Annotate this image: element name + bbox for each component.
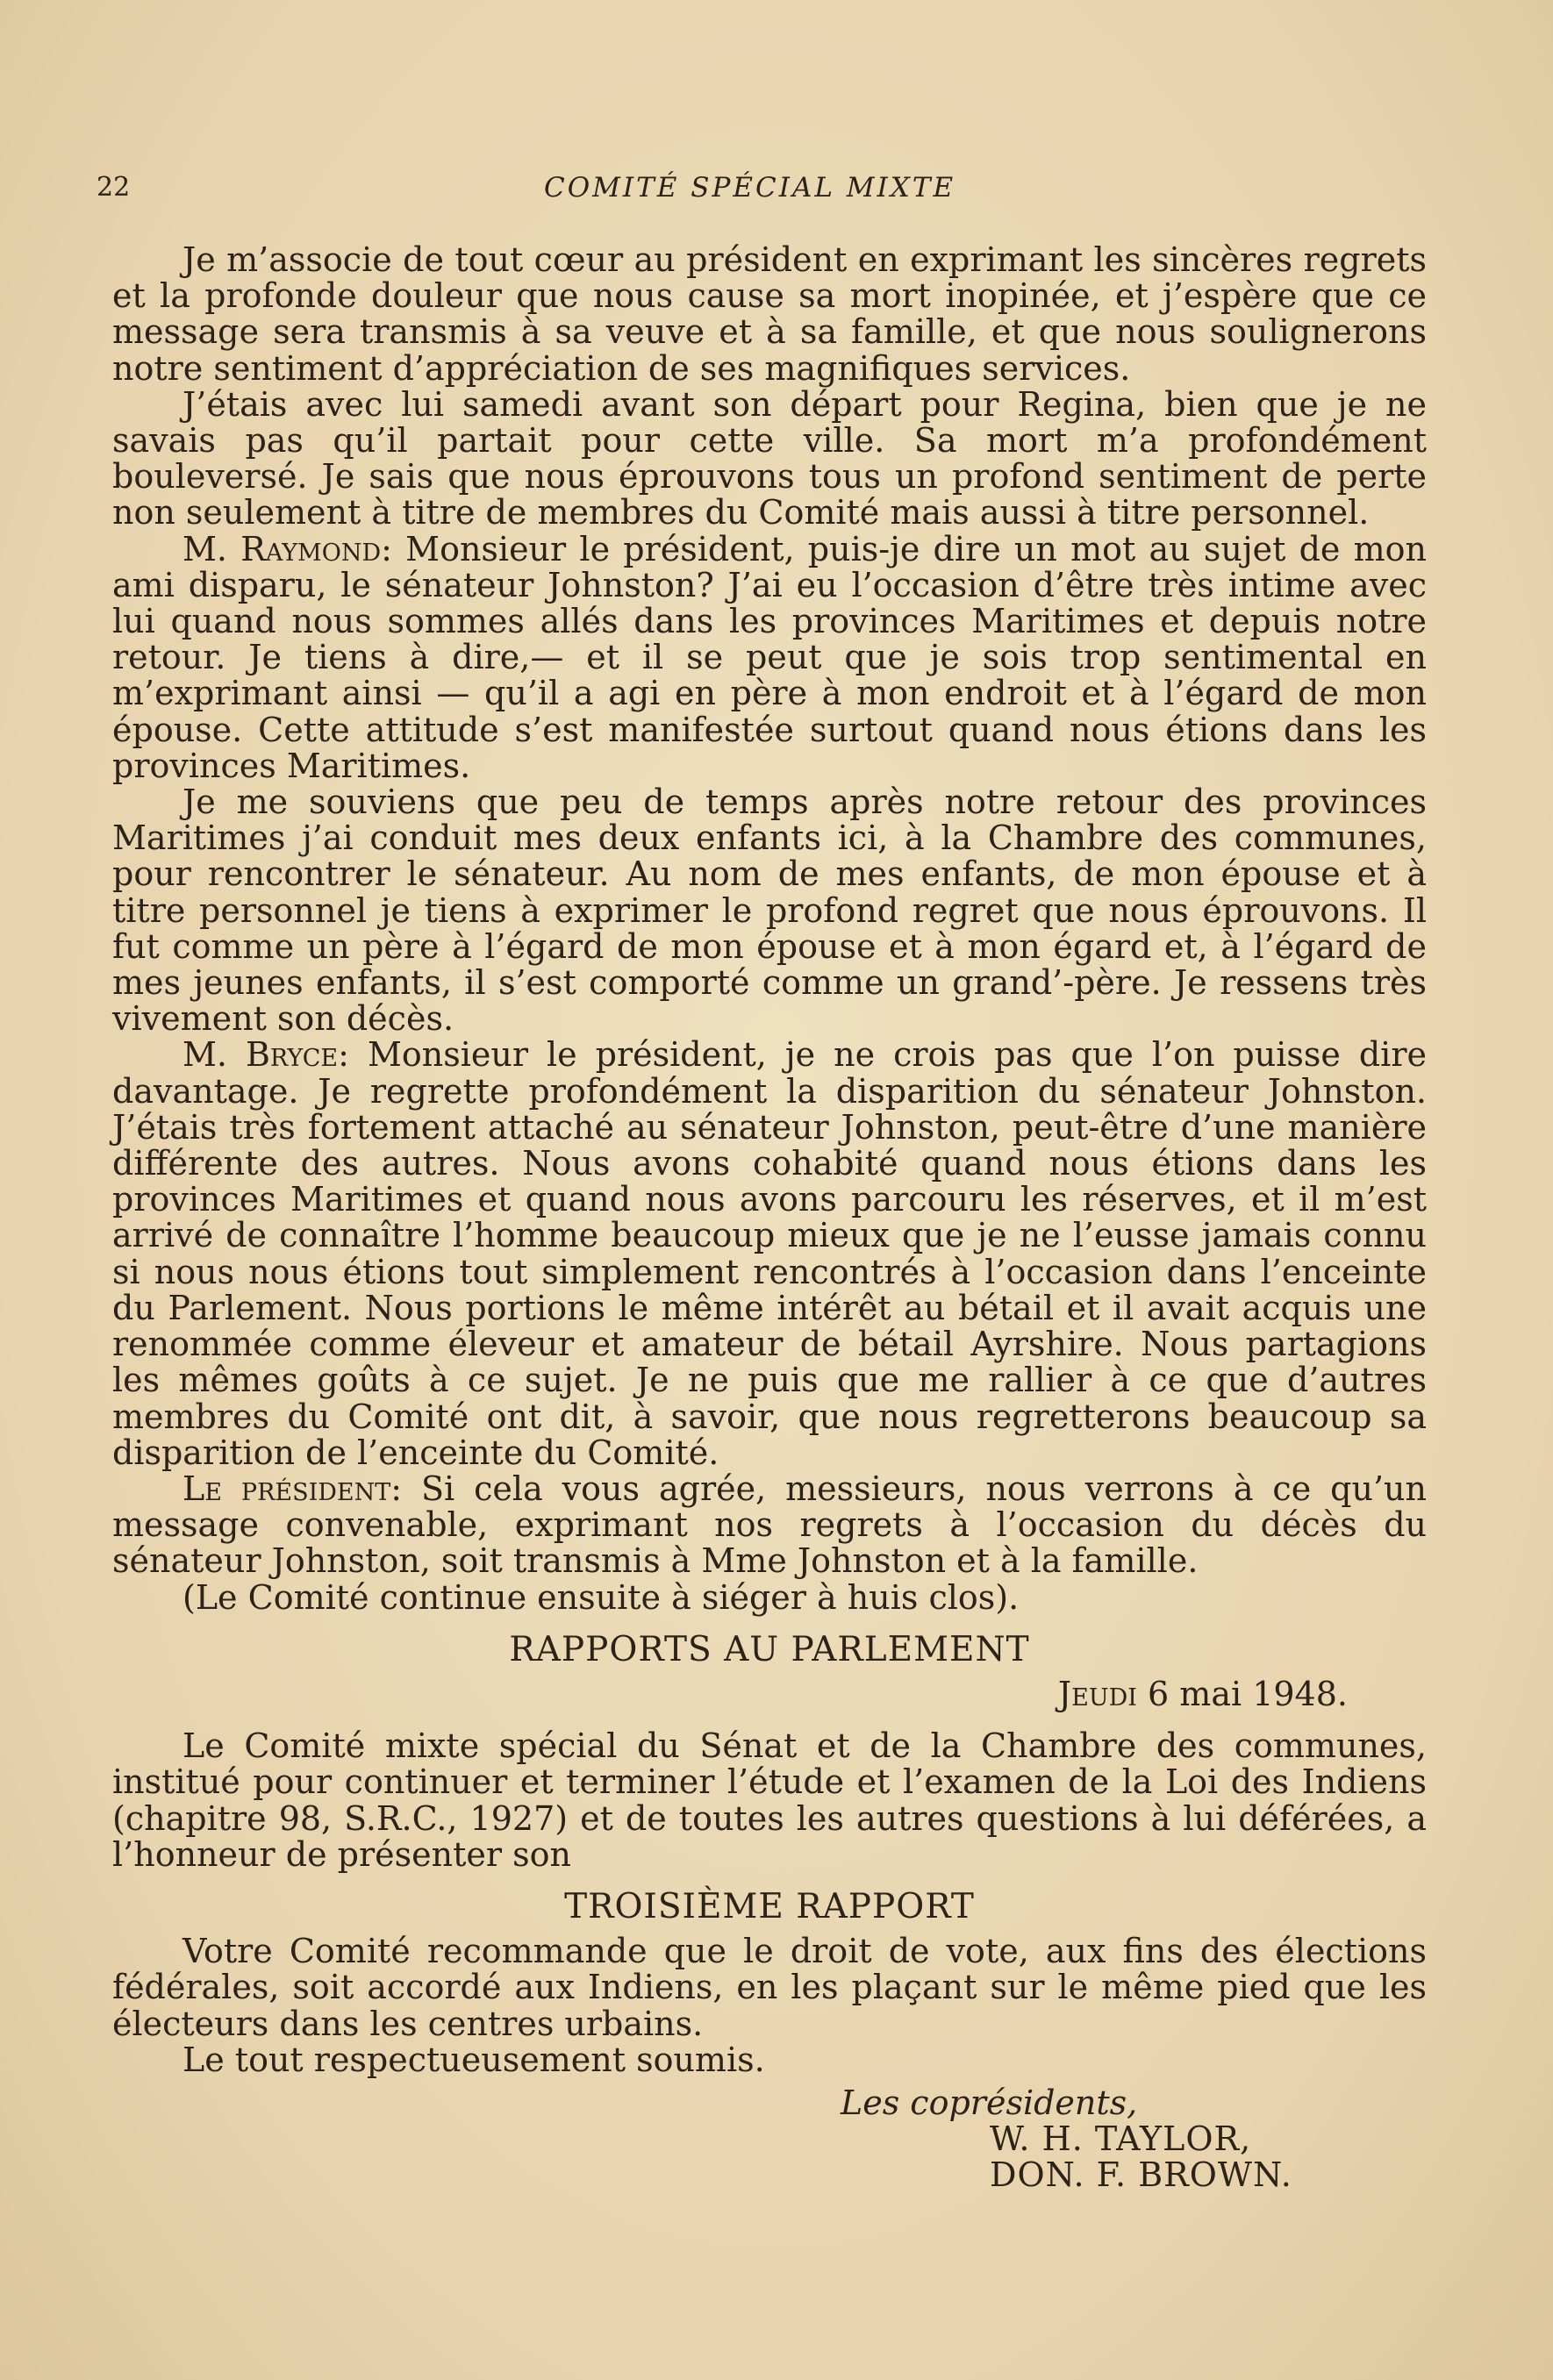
speech-continuation: Je me souviens que peu de temps après notre retour des provinces Maritimes j’ai conduit mes deux enfants ici, à la Chambre des communes, pour rencontrer le sénateur. Au nom de mes enfants, de mon épouse et à titre personnel je tiens à exprimer le profond regret que nous éprouvons. Il fut comme un père à l’égard de mon épouse et à mon égard et, à l’égard de mes jeunes enfants, il s’est comporté comme un grand’-père. Je ressens très vivement son décès. <box>112 783 1427 1039</box>
signature-name: W. H. TAYLOR, <box>990 2119 1252 2159</box>
report-intro: Le Comité mixte spécial du Sénat et de la Chambre des communes, institué pour continuer et terminer l’étude et l’examen de la Loi des Indiens (chapitre 98, S.R.C., 1927) et de toutes les autres questions à lui déférées, a l’honneur de présenter son <box>112 1726 1427 1874</box>
speech-text: Monsieur le président, je ne crois pas que l’on puisse dire davantage. Je regrette profondément la disparition du sénateur Johnston. J’étais très fortement attaché au sénateur Johnston, peut-être d’une manière différente des autres. Nous avons cohabité quand nous étions dans les provinces Maritimes et quand nous avons parcouru les réserves, et il m’est arrivé de connaître l’homme beaucoup mieux que je ne l’eusse jamais connu si nous nous étions tout simplement rencontrés à l’occasion dans l’enceinte du Parlement. Nous portions le même intérêt au bétail et il avait acquis une renommée comme éleveur et amateur de bétail Ayrshire. Nous partagions les mêmes goûts à ce sujet. Je ne puis que me rallier à ce que d’autres membres du Comité ont dit, à savoir, que nous regretterons beaucoup sa disparition de l’enceinte du Comité. <box>112 1035 1427 1472</box>
page-body <box>112 242 1427 2194</box>
running-title: COMITÉ SPÉCIAL MIXTE <box>544 172 956 204</box>
page-number: 22 <box>97 172 131 203</box>
closing-note: (Le Comité continue ensuite à siéger à huis clos). <box>182 1577 1020 1617</box>
submission-line: Le tout respectueusement soumis. <box>182 2040 765 2079</box>
speech <box>112 1037 1427 1470</box>
signature-label: Les coprésidents, <box>841 2083 1138 2122</box>
speech <box>112 529 1427 785</box>
paragraph: Je m’associe de tout cœur au président en exprimant les sincères regrets et la profonde douleur que nous cause sa mort inopinée, et j’espère que ce message sera transmis à sa veuve et à sa famille, et que nous soulignerons notre sentiment d’appréciation de ses magnifiques services. <box>112 240 1427 388</box>
signature-name: DON. F. BROWN. <box>990 2155 1292 2195</box>
speaker-name: M. Bryce: <box>182 1035 349 1075</box>
speaker-name: M. Raymond: <box>182 529 392 568</box>
date-day: Jeudi <box>1057 1674 1137 1713</box>
speech-text: Monsieur le président, puis-je dire un mot au sujet de mon ami disparu, le sénateur Johnston? J’ai eu l’occasion d’être très intime avec lui quand nous sommes allés dans les provinces Maritimes et depuis notre retour. Je tiens à dire,— et il se peut que je sois trop sentimental en m’exprimant ainsi — qu’il a agi en père à mon endroit et à l’égard de mon épouse. Cette attitude s’est manifestée surtout quand nous étions dans les provinces Maritimes. <box>112 529 1427 785</box>
speech <box>112 1471 1427 1580</box>
report-date <box>112 1676 1427 1712</box>
date-rest: 6 mai 1948. <box>1148 1674 1348 1713</box>
page-header <box>97 172 1413 216</box>
paragraph: J’étais avec lui samedi avant son départ pour Regina, bien que je ne savais pas qu’il partait pour cette ville. Sa mort m’a profondément bouleversé. Je sais que nous éprouvons tous un profond sentiment de perte non seulement à titre de membres du Comité mais aussi à titre personnel. <box>112 384 1427 532</box>
report-heading: TROISIÈME RAPPORT <box>564 1886 975 1926</box>
section-heading: RAPPORTS AU PARLEMENT <box>509 1629 1030 1669</box>
speech-text: Si cela vous agrée, messieurs, nous verrons à ce qu’un message convenable, exprimant nos regrets à l’occasion du décès du sénateur Johnston, soit transmis à Mme Johnston et à la famille. <box>112 1469 1427 1581</box>
speaker-name: Le président: <box>182 1469 403 1508</box>
report-body: Votre Comité recommande que le droit de vote, aux fins des élections fédérales, soit accordé aux Indiens, en les plaçant sur le même pied que les électeurs dans les centres urbains. <box>112 1932 1427 2043</box>
